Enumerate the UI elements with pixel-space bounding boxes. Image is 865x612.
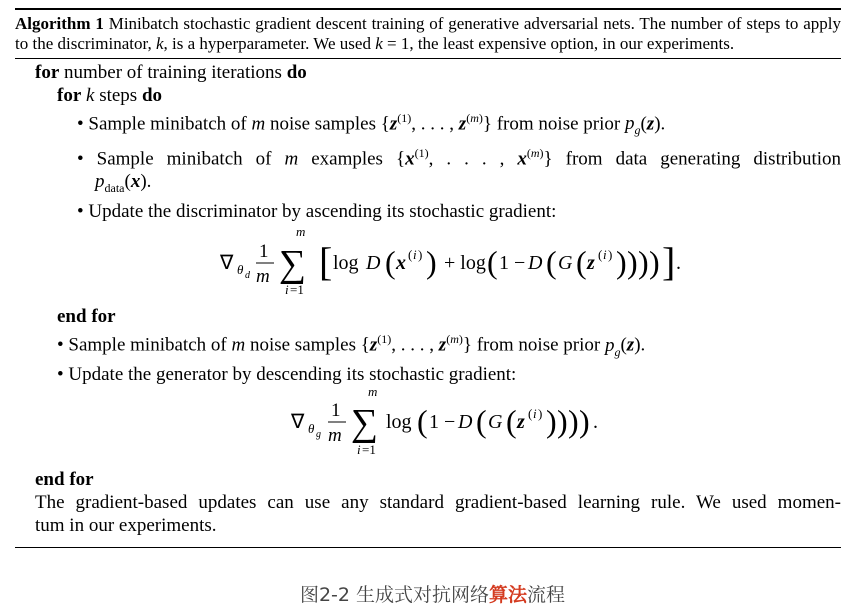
- svg-text:G: G: [488, 411, 503, 434]
- d-update-line: • Update the discriminator by ascending its stochastic gradient:: [77, 201, 557, 223]
- algorithm-caption: [15, 10, 841, 58]
- svg-text:1: 1: [331, 400, 341, 422]
- svg-text:(: (: [576, 244, 587, 281]
- end-for-inner-line: end for: [57, 306, 116, 328]
- svg-text:G: G: [558, 252, 573, 275]
- svg-text:θ: θ: [308, 421, 315, 437]
- svg-text:m: m: [328, 425, 342, 447]
- svg-text:(: (: [385, 244, 396, 281]
- svg-text:∇: ∇: [291, 411, 305, 434]
- algorithm-label: Algorithm 1: [15, 14, 104, 33]
- svg-text:): ): [627, 244, 638, 281]
- svg-text:θ: θ: [237, 262, 244, 278]
- svg-text:D: D: [528, 252, 543, 275]
- bottom-rule: [15, 547, 841, 548]
- end-for-outer-line: end for: [35, 469, 94, 491]
- svg-text:z: z: [587, 252, 595, 275]
- svg-text:): ): [579, 403, 590, 440]
- svg-text:1: 1: [259, 241, 269, 263]
- svg-text:+ log: + log: [444, 252, 486, 275]
- svg-text:): ): [608, 247, 613, 263]
- for-outer-line: for number of training iterations do: [35, 62, 307, 83]
- svg-text:log: log: [386, 411, 412, 434]
- svg-text:): ): [616, 244, 627, 281]
- generator-equation-svg: [15, 386, 841, 468]
- svg-text:i: i: [413, 247, 417, 263]
- svg-text:(: (: [528, 406, 533, 422]
- d-sample-noise-line: • Sample minibatch of m noise samples {$z^{(1)}$, . . . , $z^{(m)}$} from noise prior $p_g(z)$.: [77, 111, 666, 138]
- svg-text:i: i: [603, 247, 607, 263]
- final-note-line-2: tum in our experiments.: [35, 515, 217, 537]
- svg-text:): ): [418, 247, 423, 263]
- svg-text:): ): [546, 403, 557, 440]
- algorithm-box: [15, 8, 841, 548]
- svg-text:∑: ∑: [279, 243, 307, 286]
- svg-text:=1: =1: [290, 282, 304, 298]
- figure-caption-prefix: 图2-2 生成式对抗网络: [299, 584, 490, 606]
- g-sample-noise-line: • Sample minibatch of m noise samples {$z^{(1)}$, . . . , $z^{(m)}$} from noise prior $p_g(z)$.: [57, 332, 646, 359]
- generator-gradient-equation: [15, 386, 841, 468]
- algorithm-caption-text: Minibatch stochastic gradient descent training of generative adversarial nets. The number of steps to apply to the discriminator, k, is a hyperparameter. We used k = 1, the least expensive option, in our experiments.: [15, 14, 842, 53]
- svg-text:1 −: 1 −: [429, 411, 456, 434]
- svg-text:g: g: [316, 429, 321, 441]
- discriminator-gradient-equation: [15, 223, 841, 303]
- svg-text:(: (: [506, 403, 517, 440]
- svg-text:D: D: [366, 252, 381, 275]
- svg-text:(: (: [476, 403, 487, 440]
- svg-text:=1: =1: [362, 442, 376, 458]
- svg-text:m: m: [256, 266, 270, 288]
- d-sample-data-line: • Sample minibatch of m examples {$x^{(1)}$, . . . , $x^{(m)}$} from data generating distribution: [77, 146, 842, 170]
- svg-text:.: .: [676, 252, 681, 275]
- svg-text:D: D: [458, 411, 473, 434]
- discriminator-equation-svg: [15, 223, 841, 303]
- svg-text:(: (: [598, 247, 603, 263]
- g-update-line: • Update the generator by descending its stochastic gradient:: [57, 364, 517, 386]
- svg-text:i: i: [357, 442, 361, 458]
- svg-text:): ): [649, 244, 660, 281]
- svg-text:m: m: [296, 224, 306, 240]
- svg-text:): ): [568, 403, 579, 440]
- svg-text:d: d: [245, 270, 250, 282]
- svg-text:(: (: [546, 244, 557, 281]
- svg-text:i: i: [533, 406, 537, 422]
- svg-text:∑: ∑: [351, 402, 379, 445]
- svg-text:(: (: [487, 244, 498, 281]
- svg-text:m: m: [368, 384, 378, 400]
- svg-text:): ): [638, 244, 649, 281]
- svg-text:i: i: [285, 282, 289, 298]
- d-sample-data-cont: $p_{data}(x)$.: [95, 171, 152, 196]
- final-note-line-1: The gradient-based updates can use any standard gradient-based learning rule. We used momen-: [35, 492, 841, 514]
- figure-caption: [0, 580, 865, 607]
- svg-text:1 −: 1 −: [499, 252, 526, 275]
- svg-text:(: (: [417, 403, 428, 440]
- for-inner-line: for k steps do: [57, 85, 163, 106]
- svg-text:]: ]: [662, 239, 676, 285]
- svg-text:[: [: [319, 239, 333, 285]
- svg-text:): ): [426, 244, 437, 281]
- algorithm-body: [15, 59, 841, 537]
- svg-text:(: (: [408, 247, 413, 263]
- figure-caption-highlight: 算法: [489, 584, 528, 606]
- svg-text:): ): [557, 403, 568, 440]
- svg-text:x: x: [396, 252, 406, 275]
- svg-text:log: log: [333, 252, 359, 275]
- svg-text:z: z: [517, 411, 525, 434]
- svg-text:.: .: [593, 411, 598, 434]
- svg-text:∇: ∇: [220, 252, 234, 275]
- svg-text:): ): [538, 406, 543, 422]
- figure-caption-suffix: 流程: [527, 584, 566, 606]
